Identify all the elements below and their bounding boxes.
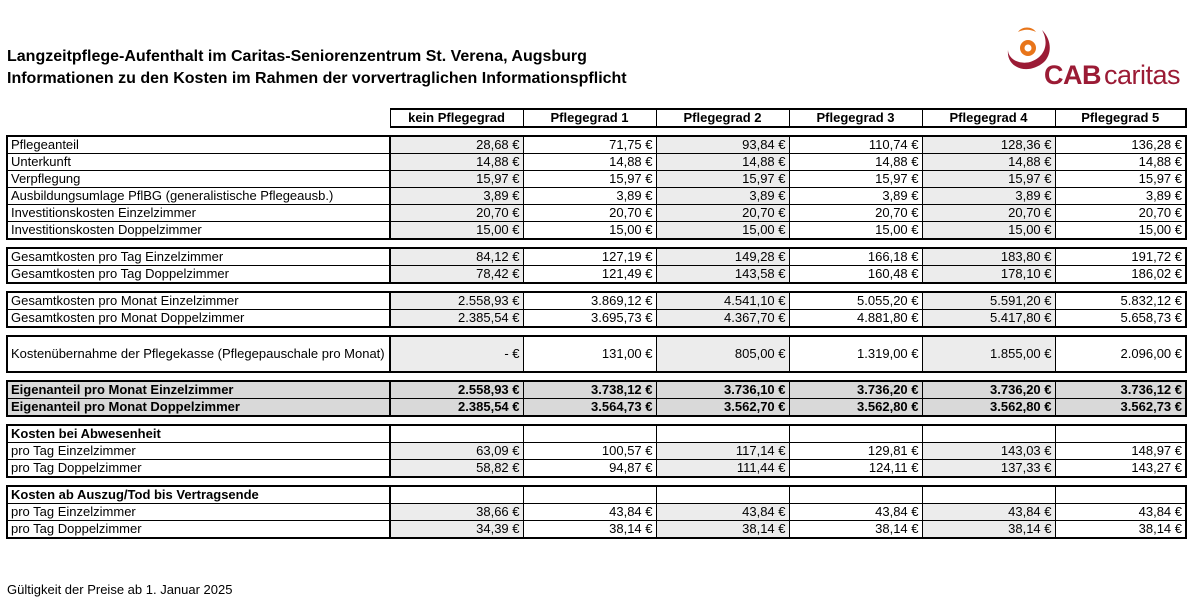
column-header: Pflegegrad 5 [1055, 109, 1186, 127]
header-corner [7, 109, 390, 127]
cost-value: 38,14 € [789, 521, 922, 539]
table-row [7, 205, 1186, 222]
cost-value: 84,12 € [390, 248, 523, 266]
cost-value: 15,00 € [523, 222, 656, 240]
cost-value: 136,28 € [1055, 136, 1186, 154]
empty-cell [656, 486, 789, 504]
cost-value: - € [390, 336, 523, 372]
row-label: Investitionskosten Doppelzimmer [7, 222, 390, 240]
table-row [7, 248, 1186, 266]
cost-value: 38,14 € [523, 521, 656, 539]
cost-value: 34,39 € [390, 521, 523, 539]
empty-cell [789, 486, 922, 504]
cost-value: 20,70 € [390, 205, 523, 222]
cost-value: 2.096,00 € [1055, 336, 1186, 372]
row-label: pro Tag Einzelzimmer [7, 443, 390, 460]
logo-brand: CAB [1044, 60, 1101, 90]
cost-value: 1.855,00 € [922, 336, 1055, 372]
cost-value: 43,84 € [523, 504, 656, 521]
cost-value: 160,48 € [789, 266, 922, 284]
gap-cell [7, 127, 1186, 136]
cost-value: 93,84 € [656, 136, 789, 154]
empty-cell [523, 425, 656, 443]
gap-cell [7, 372, 1186, 381]
empty-cell [789, 425, 922, 443]
cost-value: 4.881,80 € [789, 310, 922, 328]
gap-cell [7, 327, 1186, 336]
gap-cell [7, 416, 1186, 425]
cost-value: 3,89 € [523, 188, 656, 205]
section-header: Kosten ab Auszug/Tod bis Vertragsende [7, 486, 390, 504]
column-header: Pflegegrad 4 [922, 109, 1055, 127]
empty-cell [922, 486, 1055, 504]
page-subtitle: Informationen zu den Kosten im Rahmen der vorvertraglichen Informationspflicht [7, 70, 627, 87]
cost-value: 191,72 € [1055, 248, 1186, 266]
cost-value: 38,14 € [922, 521, 1055, 539]
row-label: Gesamtkosten pro Monat Doppelzimmer [7, 310, 390, 328]
cost-value: 178,10 € [922, 266, 1055, 284]
cost-value: 100,57 € [523, 443, 656, 460]
cost-value: 149,28 € [656, 248, 789, 266]
cost-value: 14,88 € [1055, 154, 1186, 171]
cost-value: 3.736,20 € [789, 381, 922, 399]
validity-note: Gültigkeit der Preise ab 1. Januar 2025 [7, 582, 233, 597]
row-label: pro Tag Doppelzimmer [7, 521, 390, 539]
cost-value: 15,97 € [922, 171, 1055, 188]
empty-cell [922, 425, 1055, 443]
cost-value: 3.562,73 € [1055, 399, 1186, 417]
cost-value: 3,89 € [390, 188, 523, 205]
cost-value: 5.055,20 € [789, 292, 922, 310]
table-row [7, 504, 1186, 521]
cost-value: 143,03 € [922, 443, 1055, 460]
table-row [7, 136, 1186, 154]
cost-value: 5.591,20 € [922, 292, 1055, 310]
section-gap [7, 127, 1186, 136]
cost-value: 3.562,80 € [922, 399, 1055, 417]
cost-value: 43,84 € [789, 504, 922, 521]
page-title: Langzeitpflege-Aufenthalt im Caritas-Seniorenzentrum St. Verena, Augsburg [7, 48, 587, 65]
row-label: Eigenanteil pro Monat Einzelzimmer [7, 381, 390, 399]
cost-value: 38,66 € [390, 504, 523, 521]
table-row [7, 460, 1186, 478]
table-row [7, 292, 1186, 310]
column-header: Pflegegrad 2 [656, 109, 789, 127]
gap-cell [7, 239, 1186, 248]
cost-value: 15,00 € [656, 222, 789, 240]
row-label: Ausbildungsumlage PflBG (generalistische Pflegeausb.) [7, 188, 390, 205]
cost-value: 3.736,10 € [656, 381, 789, 399]
cost-value: 43,84 € [922, 504, 1055, 521]
logo-word: caritas [1104, 60, 1181, 90]
cost-value: 43,84 € [1055, 504, 1186, 521]
cost-value: 186,02 € [1055, 266, 1186, 284]
cost-value: 148,97 € [1055, 443, 1186, 460]
cost-value: 20,70 € [789, 205, 922, 222]
cost-value: 15,00 € [1055, 222, 1186, 240]
row-label: Unterkunft [7, 154, 390, 171]
gap-cell [7, 283, 1186, 292]
column-header-row [7, 109, 1186, 127]
cost-value: 3.869,12 € [523, 292, 656, 310]
gap-cell [7, 477, 1186, 486]
section-header: Kosten bei Abwesenheit [7, 425, 390, 443]
cost-value: 20,70 € [523, 205, 656, 222]
table-row [7, 399, 1186, 417]
cost-value: 1.319,00 € [789, 336, 922, 372]
table-row [7, 222, 1186, 240]
table-row [7, 521, 1186, 539]
cost-value: 15,00 € [789, 222, 922, 240]
cost-value: 15,00 € [390, 222, 523, 240]
cost-value: 2.385,54 € [390, 310, 523, 328]
cost-value: 121,49 € [523, 266, 656, 284]
section-gap [7, 239, 1186, 248]
cost-table [6, 108, 1187, 539]
cost-value: 137,33 € [922, 460, 1055, 478]
row-label: Eigenanteil pro Monat Doppelzimmer [7, 399, 390, 417]
table-row [7, 443, 1186, 460]
cost-value: 3.564,73 € [523, 399, 656, 417]
cost-value: 5.832,12 € [1055, 292, 1186, 310]
empty-cell [390, 425, 523, 443]
cost-value: 143,27 € [1055, 460, 1186, 478]
empty-cell [1055, 486, 1186, 504]
row-label: Gesamtkosten pro Monat Einzelzimmer [7, 292, 390, 310]
section-gap [7, 372, 1186, 381]
cost-value: 805,00 € [656, 336, 789, 372]
cost-value: 3.562,70 € [656, 399, 789, 417]
cost-value: 15,00 € [922, 222, 1055, 240]
row-label: Gesamtkosten pro Tag Einzelzimmer [7, 248, 390, 266]
cab-caritas-logo [1000, 24, 1200, 100]
empty-cell [523, 486, 656, 504]
cost-value: 117,14 € [656, 443, 789, 460]
cost-value: 3.736,20 € [922, 381, 1055, 399]
table-row [7, 381, 1186, 399]
cost-value: 14,88 € [390, 154, 523, 171]
cost-value: 14,88 € [922, 154, 1055, 171]
cost-value: 20,70 € [656, 205, 789, 222]
section-gap [7, 416, 1186, 425]
cost-value: 166,18 € [789, 248, 922, 266]
cost-value: 128,36 € [922, 136, 1055, 154]
row-label: Verpflegung [7, 171, 390, 188]
cost-value: 3.695,73 € [523, 310, 656, 328]
empty-cell [390, 486, 523, 504]
cost-value: 20,70 € [922, 205, 1055, 222]
column-header: Pflegegrad 3 [789, 109, 922, 127]
cost-value: 14,88 € [523, 154, 656, 171]
cost-value: 5.658,73 € [1055, 310, 1186, 328]
cost-value: 5.417,80 € [922, 310, 1055, 328]
cost-value: 3,89 € [922, 188, 1055, 205]
section-gap [7, 283, 1186, 292]
cost-value: 15,97 € [523, 171, 656, 188]
cost-value: 127,19 € [523, 248, 656, 266]
cost-value: 3.562,80 € [789, 399, 922, 417]
cost-value: 2.558,93 € [390, 381, 523, 399]
cost-value: 3,89 € [1055, 188, 1186, 205]
cost-value: 183,80 € [922, 248, 1055, 266]
cost-value: 15,97 € [789, 171, 922, 188]
cost-value: 58,82 € [390, 460, 523, 478]
row-label: Pflegeanteil [7, 136, 390, 154]
row-label: pro Tag Doppelzimmer [7, 460, 390, 478]
cost-value: 111,44 € [656, 460, 789, 478]
table-row [7, 154, 1186, 171]
cost-value: 3,89 € [656, 188, 789, 205]
cost-value: 38,14 € [656, 521, 789, 539]
empty-cell [1055, 425, 1186, 443]
cost-value: 131,00 € [523, 336, 656, 372]
cost-value: 15,97 € [1055, 171, 1186, 188]
cost-value: 71,75 € [523, 136, 656, 154]
cost-value: 3.738,12 € [523, 381, 656, 399]
section-gap [7, 327, 1186, 336]
table-row [7, 171, 1186, 188]
column-header: kein Pflegegrad [390, 109, 523, 127]
cost-value: 15,97 € [390, 171, 523, 188]
cost-value: 15,97 € [656, 171, 789, 188]
section-header-row [7, 486, 1186, 504]
cost-value: 38,14 € [1055, 521, 1186, 539]
table-row [7, 310, 1186, 328]
cost-value: 124,11 € [789, 460, 922, 478]
empty-cell [656, 425, 789, 443]
table-row [7, 188, 1186, 205]
cost-value: 2.385,54 € [390, 399, 523, 417]
cost-value: 14,88 € [789, 154, 922, 171]
cost-value: 110,74 € [789, 136, 922, 154]
column-header: Pflegegrad 1 [523, 109, 656, 127]
section-header-row [7, 425, 1186, 443]
cost-value: 129,81 € [789, 443, 922, 460]
row-label: Gesamtkosten pro Tag Doppelzimmer [7, 266, 390, 284]
cost-value: 14,88 € [656, 154, 789, 171]
cost-value: 3,89 € [789, 188, 922, 205]
cost-value: 2.558,93 € [390, 292, 523, 310]
row-label: Investitionskosten Einzelzimmer [7, 205, 390, 222]
table-row [7, 266, 1186, 284]
cost-value: 63,09 € [390, 443, 523, 460]
cost-value: 78,42 € [390, 266, 523, 284]
cost-value: 4.367,70 € [656, 310, 789, 328]
cost-value: 3.736,12 € [1055, 381, 1186, 399]
cost-value: 20,70 € [1055, 205, 1186, 222]
row-label: pro Tag Einzelzimmer [7, 504, 390, 521]
cost-value: 28,68 € [390, 136, 523, 154]
cost-value: 43,84 € [656, 504, 789, 521]
cost-value: 4.541,10 € [656, 292, 789, 310]
cost-value: 94,87 € [523, 460, 656, 478]
table-row [7, 336, 1186, 372]
section-gap [7, 477, 1186, 486]
cost-value: 143,58 € [656, 266, 789, 284]
row-label: Kostenübernahme der Pflegekasse (Pflegepauschale pro Monat) [7, 336, 390, 372]
